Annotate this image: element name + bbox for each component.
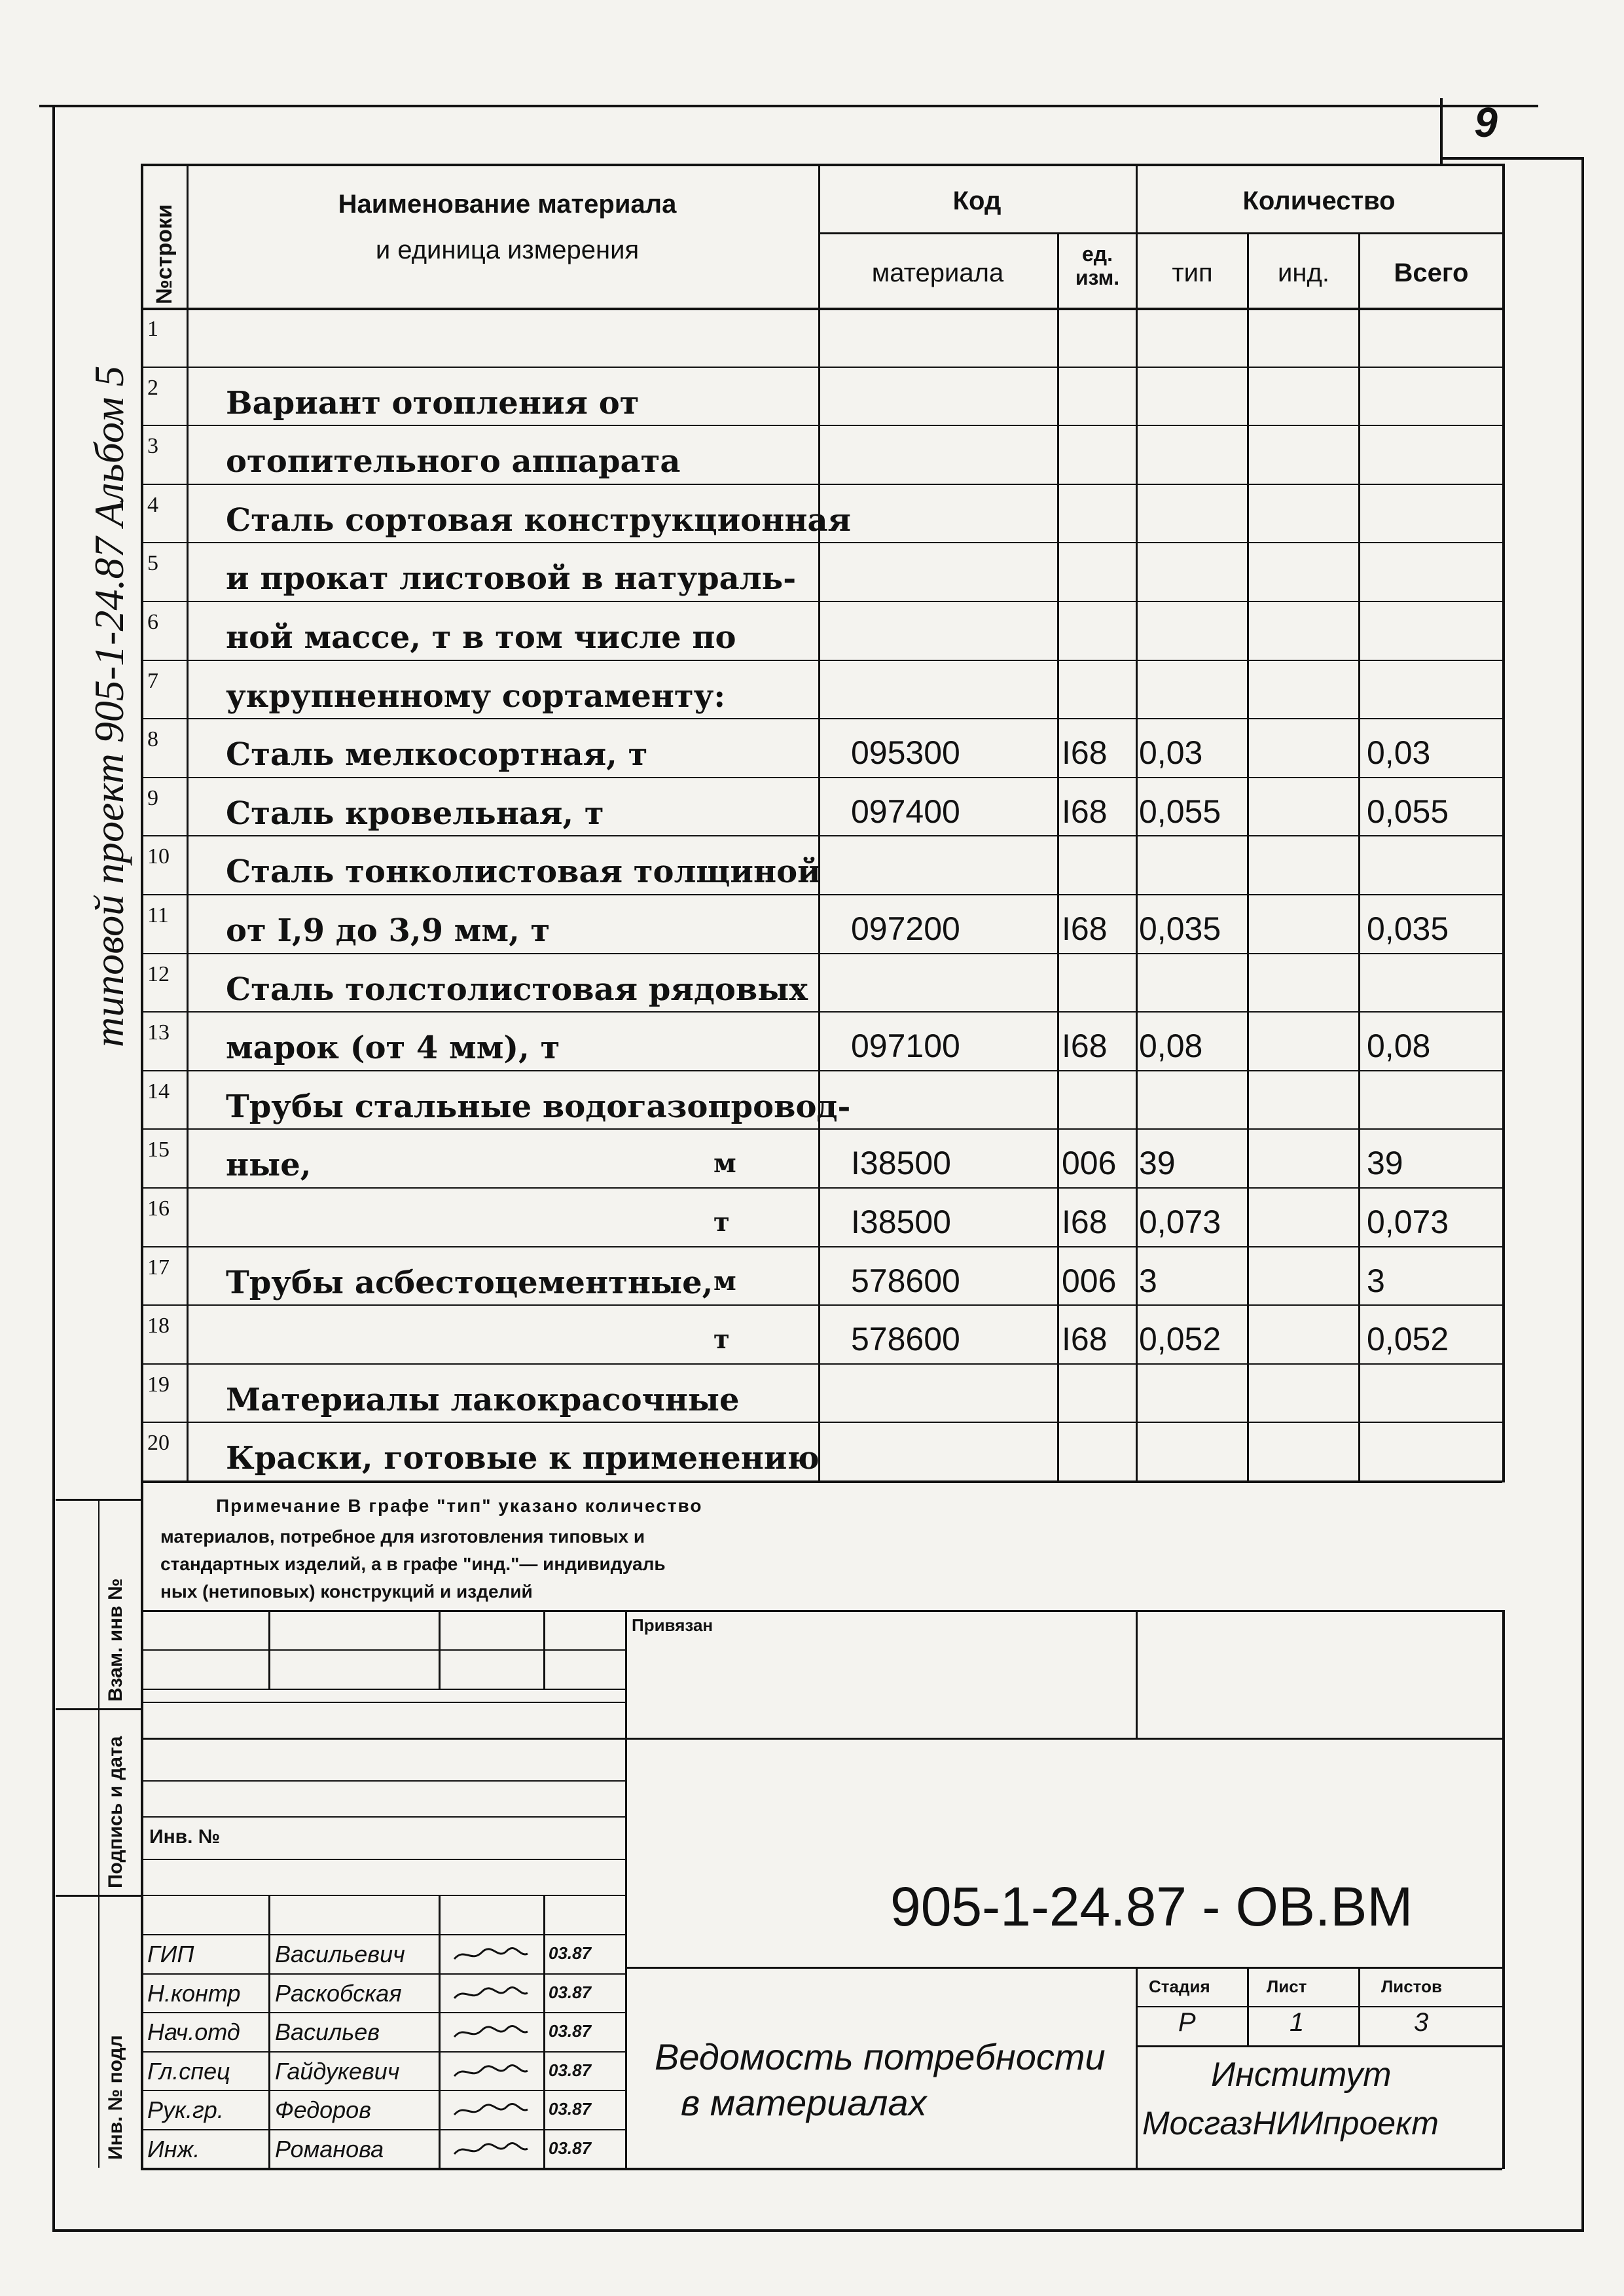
row-number: 19	[147, 1372, 170, 1397]
row-number: 17	[147, 1255, 170, 1280]
header-ind: инд.	[1278, 259, 1329, 287]
stamp-sheet-label: Лист	[1267, 1977, 1307, 1996]
row-name: Сталь кровельная, т	[226, 795, 604, 832]
header-name-line1: Наименование материала	[338, 190, 677, 219]
row-divider	[141, 1422, 1502, 1423]
row-code: 578600	[851, 1321, 960, 1358]
stamp-stage-label: Стадия	[1149, 1977, 1210, 1996]
stamp-privyazan: Привязан	[632, 1615, 713, 1635]
signature-row-divider	[141, 2012, 625, 2013]
sheet-number: 9	[1474, 99, 1498, 146]
note-line1: Примечание В графе "тип" указано количество	[216, 1496, 703, 1516]
signature-mark	[452, 1985, 530, 2003]
row-number: 3	[147, 434, 158, 459]
signer-date: 03.87	[549, 2021, 592, 2041]
signer-role: Рук.гр.	[147, 2096, 224, 2123]
row-unit-label: м	[713, 1265, 736, 1297]
row-number: 5	[147, 551, 158, 576]
signature-mark	[452, 2063, 530, 2081]
signer-date: 03.87	[549, 2099, 592, 2119]
signer-name: Васильевич	[275, 1941, 405, 1967]
signer-role: Гл.спец	[147, 2057, 230, 2085]
row-divider	[141, 367, 1502, 368]
row-total: 0,08	[1367, 1028, 1431, 1065]
row-total: 39	[1367, 1145, 1403, 1182]
row-number: 6	[147, 610, 158, 634]
row-number: 13	[147, 1020, 170, 1045]
row-number: 11	[147, 903, 169, 927]
row-tip: 0,035	[1139, 910, 1221, 947]
signature-mark	[452, 2102, 530, 2120]
signer-date: 03.87	[549, 2060, 592, 2080]
signature-row-divider	[141, 2051, 625, 2053]
row-number: 1	[147, 317, 158, 341]
stamp-sheet: 1	[1290, 2008, 1305, 2037]
row-code: 097100	[851, 1028, 960, 1065]
row-name: ной массе, т в том числе по	[226, 619, 736, 656]
row-name: Трубы стальные водогазопровод-	[226, 1088, 851, 1125]
header-name-line2: и единица измерения	[375, 236, 640, 264]
row-tip: 0,08	[1139, 1028, 1203, 1065]
row-tip: 0,052	[1139, 1321, 1221, 1358]
row-number: 8	[147, 727, 158, 752]
row-total: 0,03	[1367, 734, 1431, 772]
signature-mark	[452, 2024, 530, 2042]
row-number: 9	[147, 785, 158, 810]
row-unit-code: I68	[1062, 910, 1108, 947]
row-number: 12	[147, 961, 170, 986]
org-line2: МосгазНИИпроект	[1142, 2105, 1439, 2142]
signer-role: Инж.	[147, 2135, 200, 2162]
row-unit-label: т	[713, 1324, 730, 1355]
row-unit-code: I68	[1062, 734, 1108, 772]
note-line3: стандартных изделий, а в графе "инд."— индивидуаль	[160, 1554, 666, 1574]
row-total: 0,073	[1367, 1204, 1449, 1240]
stamp-sheets: 3	[1414, 2008, 1429, 2037]
row-name: Материалы лакокрасочные	[226, 1381, 740, 1418]
signature-mark	[452, 1946, 530, 1964]
row-name: Сталь мелкосортная, т	[226, 736, 648, 774]
header-type: тип	[1172, 259, 1213, 287]
row-number: 20	[147, 1431, 170, 1456]
note-line2: материалов, потребное для изготовления типовых и	[160, 1526, 645, 1547]
row-code: 097400	[851, 793, 960, 830]
row-number: 18	[147, 1314, 170, 1338]
row-code: 097200	[851, 910, 960, 947]
signer-name: Федоров	[275, 2096, 371, 2123]
row-tip: 0,03	[1139, 734, 1203, 772]
row-divider	[141, 484, 1502, 485]
document-title-line2: в материалах	[681, 2082, 927, 2123]
row-tip: 0,055	[1139, 793, 1221, 830]
signer-date: 03.87	[549, 2138, 592, 2158]
row-divider	[141, 660, 1502, 661]
row-name: укрупненному сортаменту:	[226, 677, 726, 715]
row-code: I38500	[851, 1204, 951, 1240]
row-divider	[141, 953, 1502, 954]
row-number: 2	[147, 375, 158, 400]
signature-mark	[452, 2141, 530, 2159]
signer-name: Гайдукевич	[275, 2057, 400, 2085]
row-name: и прокат листовой в натураль-	[226, 560, 797, 598]
signer-name: Васильев	[275, 2018, 380, 2045]
row-number: 14	[147, 1079, 170, 1103]
row-divider	[141, 894, 1502, 895]
row-unit-code: I68	[1062, 1321, 1108, 1358]
signature-row-divider	[141, 1973, 625, 1975]
stamp-inv-no: Инв. №	[149, 1826, 221, 1848]
row-code: 095300	[851, 734, 960, 772]
row-divider	[141, 718, 1502, 719]
header-material: материала	[871, 259, 1004, 287]
stamp-sheets-label: Листов	[1381, 1977, 1442, 1996]
org-line1: Институт	[1211, 2056, 1392, 2094]
row-code: 578600	[851, 1262, 960, 1299]
row-divider	[141, 1246, 1502, 1247]
row-divider	[141, 835, 1502, 836]
row-name: Сталь сортовая конструкционная	[226, 501, 852, 539]
note-line4: ных (нетиповых) конструкций и изделий	[160, 1581, 533, 1602]
row-tip: 39	[1139, 1145, 1176, 1182]
row-number: 7	[147, 668, 158, 693]
row-code: I38500	[851, 1145, 951, 1182]
header-code: Код	[952, 187, 1001, 215]
row-divider	[141, 777, 1502, 778]
row-name: ные,	[226, 1147, 312, 1184]
row-divider	[141, 601, 1502, 602]
header-total: Всего	[1394, 259, 1469, 287]
row-total: 0,035	[1367, 910, 1449, 947]
margin-podpis: Подпись и дата	[105, 1736, 126, 1888]
side-annotation: типовой проект 905-1-24.87 Альбом 5	[86, 365, 132, 1047]
document-title-line1: Ведомость потребности	[655, 2036, 1106, 2077]
row-number: 15	[147, 1138, 170, 1162]
row-unit-code: I68	[1062, 1028, 1108, 1065]
row-tip: 0,073	[1139, 1204, 1221, 1240]
row-number: 10	[147, 844, 170, 869]
stamp-stage: Р	[1178, 2008, 1196, 2037]
row-unit-code: 006	[1062, 1145, 1117, 1182]
row-divider	[141, 425, 1502, 426]
row-name: Сталь тонколистовая толщиной	[226, 853, 821, 891]
row-divider	[141, 1011, 1502, 1013]
row-divider	[141, 1070, 1502, 1071]
row-number: 16	[147, 1196, 170, 1221]
header-row-number: №строки	[152, 204, 177, 304]
signature-row-divider	[141, 2129, 625, 2130]
header-quantity: Количество	[1242, 187, 1396, 215]
signature-row-divider	[141, 2090, 625, 2091]
signer-role: Нач.отд	[147, 2018, 240, 2045]
row-name: отопительного аппарата	[226, 443, 681, 480]
row-divider	[141, 1187, 1502, 1189]
row-number: 4	[147, 492, 158, 517]
row-name: Сталь толстолистовая рядовых	[226, 971, 808, 1008]
signer-role: Н.контр	[147, 1979, 241, 2007]
signer-date: 03.87	[549, 1943, 592, 1963]
row-divider	[141, 1363, 1502, 1365]
row-total: 0,052	[1367, 1321, 1449, 1358]
row-unit-label: м	[713, 1148, 736, 1179]
row-name: Трубы асбестоцементные,	[226, 1264, 713, 1301]
header-unit: ед. изм.	[1075, 242, 1120, 289]
row-divider	[141, 542, 1502, 543]
signer-name: Романова	[275, 2135, 384, 2162]
margin-inv-podl: Инв. № подл	[105, 2035, 126, 2160]
document-designation: 905-1-24.87 - ОВ.ВМ	[890, 1876, 1413, 1937]
signer-name: Раскобская	[275, 1979, 402, 2007]
row-divider	[141, 1304, 1502, 1306]
row-unit-code: I68	[1062, 1204, 1108, 1240]
row-name: от I,9 до 3,9 мм, т	[226, 912, 550, 949]
margin-vzam: Взам. инв №	[105, 1578, 126, 1702]
row-unit-code: 006	[1062, 1262, 1117, 1299]
row-name: марок (от 4 мм), т	[226, 1030, 560, 1067]
row-divider	[141, 1128, 1502, 1130]
row-total: 0,055	[1367, 793, 1449, 830]
signer-date: 03.87	[549, 1982, 592, 2002]
row-name: Краски, готовые к применению	[226, 1440, 820, 1477]
row-name: Вариант отопления от	[226, 384, 640, 422]
signer-role: ГИП	[147, 1941, 194, 1967]
row-total: 3	[1367, 1262, 1385, 1299]
row-tip: 3	[1139, 1262, 1157, 1299]
row-unit-label: т	[713, 1207, 730, 1238]
row-unit-code: I68	[1062, 793, 1108, 830]
